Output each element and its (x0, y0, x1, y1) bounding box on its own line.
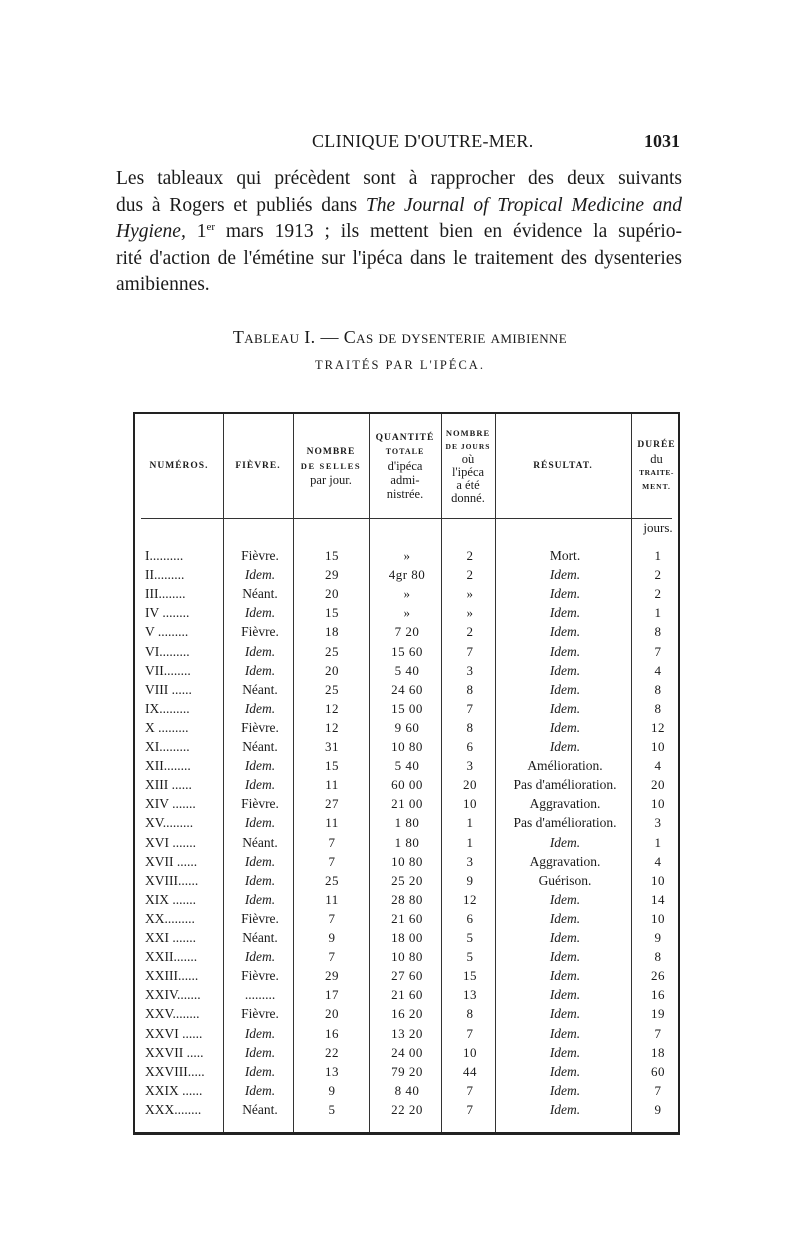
quantity-cell: 28 80 (391, 891, 423, 907)
fever-cell: Néant. (242, 739, 278, 754)
row-number: II......... (145, 567, 185, 583)
days-cell: 10 (463, 796, 477, 812)
fever-cell: Idem. (244, 1082, 276, 1098)
days-cell: 9 (466, 872, 474, 888)
stools-cell: 27 (325, 796, 339, 812)
fever-cell: Néant. (242, 834, 278, 850)
row-number: XIX ....... (145, 891, 196, 907)
stools-cell: 7 (328, 834, 336, 850)
days-cell: 8 (466, 681, 474, 697)
table-row (135, 701, 682, 720)
stools-cell: 5 (328, 1101, 336, 1117)
table-row (135, 815, 682, 834)
table-row (135, 739, 682, 758)
stools-cell: 7 (328, 949, 336, 965)
table-row (135, 892, 682, 911)
table-row (135, 835, 682, 854)
table-row (135, 949, 682, 968)
journal-title-end: Hygiene, (116, 221, 186, 242)
row-number: IX......... (145, 700, 190, 716)
table-row (135, 777, 682, 796)
table-row (135, 873, 682, 892)
row-number: XXIII...... (145, 968, 199, 984)
quantity-cell: 4gr 80 (388, 567, 426, 583)
duration-cell: 4 (654, 853, 662, 869)
table-row (135, 911, 682, 930)
quantity-cell: » (403, 548, 411, 563)
days-cell: 2 (466, 624, 474, 640)
fever-cell: Néant. (242, 681, 278, 697)
result-cell: Idem. (549, 1082, 581, 1098)
quantity-cell: 18 00 (391, 930, 423, 945)
duration-cell: 8 (654, 700, 662, 716)
days-cell: 12 (463, 891, 477, 907)
row-number: XXII....... (145, 949, 198, 965)
days-cell: 7 (466, 1082, 474, 1098)
fever-cell: Idem. (244, 1044, 276, 1060)
fever-cell: Fièvre. (241, 796, 279, 812)
days-cell: 1 (466, 815, 474, 831)
row-number: XIV ....... (145, 796, 196, 812)
quantity-cell: 7 20 (394, 624, 420, 640)
fever-cell: Néant. (242, 586, 278, 602)
intro-paragraph (116, 166, 682, 299)
result-cell: Guérison. (538, 872, 592, 888)
duration-cell: 19 (651, 1006, 665, 1022)
quantity-cell: 1 80 (394, 834, 420, 850)
stools-cell: 29 (325, 567, 339, 583)
quantity-cell: 60 00 (391, 777, 423, 793)
result-cell: Idem. (549, 1063, 581, 1079)
days-cell: 7 (466, 1101, 474, 1117)
quantity-cell: 15 00 (391, 700, 423, 716)
intro-line: Les tableaux qui précèdent sont à rapprocher des deux suivants (116, 168, 682, 189)
days-cell: 10 (463, 1044, 477, 1060)
days-cell: 1 (466, 834, 474, 850)
fever-cell: Idem. (244, 605, 276, 621)
result-cell: Pas d'amélioration. (513, 815, 617, 831)
days-cell: 3 (466, 662, 474, 678)
result-cell: Idem. (549, 681, 581, 697)
row-number: XV......... (145, 815, 194, 831)
days-cell: 5 (466, 949, 474, 965)
days-cell: 3 (466, 853, 474, 869)
duration-cell: 8 (654, 681, 662, 697)
result-cell: Aggravation. (529, 853, 601, 869)
row-number: XXX........ (145, 1101, 202, 1117)
quantity-cell: 27 60 (391, 968, 423, 984)
duration-cell: 1 (654, 605, 662, 621)
data-table (133, 412, 680, 1135)
days-cell: 7 (466, 1025, 474, 1041)
stools-cell: 31 (325, 739, 339, 754)
table-row (135, 1006, 682, 1025)
fever-cell: Idem. (244, 815, 276, 831)
duration-cell: 9 (654, 930, 662, 945)
result-cell: Amélioration. (527, 758, 603, 774)
result-cell: Idem. (549, 624, 581, 640)
duration-cell: 8 (654, 949, 662, 965)
stools-cell: 25 (325, 643, 339, 659)
duration-cell: 1 (654, 548, 662, 563)
row-number: XXV........ (145, 1006, 200, 1022)
fever-cell: Idem. (244, 1063, 276, 1079)
result-cell: Idem. (549, 949, 581, 965)
result-cell: Idem. (549, 700, 581, 716)
stools-cell: 22 (325, 1044, 339, 1060)
table-row (135, 1064, 682, 1083)
duration-cell: 14 (651, 891, 665, 907)
stools-cell: 11 (325, 777, 339, 793)
days-cell: 13 (463, 987, 477, 1003)
stools-cell: 7 (328, 910, 336, 926)
header-fievre: FIÈVRE. (235, 461, 281, 471)
result-cell: Idem. (549, 910, 581, 926)
quantity-cell: 22 20 (391, 1101, 423, 1117)
table-row (135, 586, 682, 605)
row-number: IV ........ (145, 605, 190, 621)
quantity-cell: 16 20 (391, 1006, 423, 1022)
journal-title: The Journal of Tropical Medicine and (365, 194, 683, 216)
table-row (135, 968, 682, 987)
days-cell: 6 (466, 739, 474, 754)
table-row (135, 567, 682, 586)
table-row (135, 1083, 682, 1102)
row-number: XXVIII..... (145, 1063, 205, 1079)
duration-cell: 60 (651, 1063, 665, 1079)
result-cell: Idem. (549, 1006, 581, 1022)
stools-cell: 16 (325, 1025, 339, 1041)
result-cell: Idem. (549, 968, 581, 984)
stools-cell: 25 (325, 681, 339, 697)
duree-unit: jours. (643, 520, 673, 535)
quantity-cell: 5 40 (394, 662, 420, 678)
fever-cell: Fièvre. (241, 910, 279, 926)
quantity-cell: 9 60 (394, 719, 420, 735)
fever-cell: Idem. (244, 1025, 276, 1041)
row-number: XXI ....... (145, 930, 196, 945)
row-number: XVIII...... (145, 872, 199, 888)
row-number: XXVII ..... (145, 1044, 204, 1060)
result-cell: Idem. (549, 1044, 581, 1060)
days-cell: 20 (463, 777, 477, 793)
header-selles: NOMBRE DE SELLES par jour. (300, 447, 362, 487)
days-cell: 2 (466, 548, 474, 563)
days-cell: 8 (466, 719, 474, 735)
result-cell: Idem. (549, 662, 581, 678)
fever-cell: Fièvre. (241, 719, 279, 735)
header-numeros: NUMÉROS. (149, 461, 209, 471)
fever-cell: Néant. (242, 1101, 278, 1117)
fever-cell: Idem. (244, 567, 276, 583)
stools-cell: 20 (325, 586, 339, 602)
fever-cell: Fièvre. (241, 968, 279, 984)
result-cell: Idem. (549, 891, 581, 907)
row-number: XX......... (145, 910, 195, 926)
days-cell: 44 (463, 1063, 477, 1079)
result-cell: Idem. (549, 605, 581, 621)
result-cell: Idem. (549, 1101, 581, 1117)
table-row (135, 796, 682, 815)
running-title: CLINIQUE D'OUTRE-MER. (312, 131, 534, 151)
stools-cell: 17 (325, 987, 339, 1003)
quantity-cell: 21 60 (391, 910, 423, 926)
quantity-cell: 21 00 (391, 796, 423, 812)
fever-cell: Idem. (244, 949, 276, 965)
row-number: V ......... (145, 624, 189, 640)
fever-cell: Fièvre. (241, 1006, 279, 1022)
quantity-cell: 1 80 (394, 815, 420, 831)
duration-cell: 7 (654, 643, 662, 659)
days-cell: 7 (466, 643, 474, 659)
stools-cell: 9 (328, 930, 336, 945)
table-row (135, 682, 682, 701)
result-cell: Idem. (549, 1025, 581, 1041)
header-duree: DURÉE du TRAITE- MENT. (637, 440, 676, 491)
result-cell: Idem. (549, 834, 581, 850)
quantity-cell: » (403, 605, 411, 621)
duration-cell: 20 (651, 777, 665, 793)
fever-cell: Idem. (244, 662, 276, 678)
intro-line: amibiennes. (116, 274, 210, 295)
fever-cell: Fièvre. (241, 624, 279, 640)
running-head (300, 131, 680, 155)
stools-cell: 11 (325, 815, 339, 831)
intro-line: dus à Rogers et publiés dans The Journal of Tropical Medicine and (116, 194, 683, 216)
days-cell: 6 (466, 910, 474, 926)
duration-cell: 10 (651, 739, 665, 754)
row-number: XXVI ...... (145, 1025, 203, 1041)
duration-cell: 1 (654, 834, 662, 850)
stools-cell: 13 (325, 1063, 339, 1079)
row-number: XXIV....... (145, 987, 201, 1003)
table-row (135, 1045, 682, 1064)
result-cell: Idem. (549, 930, 581, 945)
days-cell: 2 (466, 567, 474, 583)
quantity-cell: 15 60 (391, 643, 423, 659)
duration-cell: 2 (654, 567, 662, 583)
quantity-cell: 21 60 (391, 987, 423, 1003)
duration-cell: 3 (654, 815, 662, 831)
days-cell: » (466, 605, 474, 621)
duration-cell: 4 (654, 662, 662, 678)
days-cell: 15 (463, 968, 477, 984)
days-cell: 3 (466, 758, 474, 774)
quantity-cell: 5 40 (394, 758, 420, 774)
duration-cell: 10 (651, 872, 665, 888)
page-number: 1031 (644, 131, 680, 151)
duration-cell: 12 (651, 719, 665, 735)
stools-cell: 18 (325, 624, 339, 640)
stools-cell: 15 (325, 605, 339, 621)
result-cell: Aggravation. (529, 796, 601, 812)
days-cell: » (466, 586, 474, 602)
table-subtitle: TRAITÉS PAR L'IPÉCA. (315, 358, 485, 372)
duration-cell: 18 (651, 1044, 665, 1060)
header-resultat: RÉSULTAT. (533, 461, 593, 471)
fever-cell: Idem. (244, 853, 276, 869)
row-number: VII........ (145, 662, 191, 678)
result-cell: Idem. (549, 719, 581, 735)
quantity-cell: 10 80 (391, 739, 423, 754)
table-row (135, 1102, 682, 1121)
fever-cell: Idem. (244, 758, 276, 774)
table-row (135, 624, 682, 643)
duration-cell: 10 (651, 796, 665, 812)
result-cell: Idem. (549, 586, 581, 602)
stools-cell: 11 (325, 891, 339, 907)
table-row (135, 930, 682, 949)
table-row (135, 548, 682, 567)
intro-line: Hygiene, 1er mars 1913 ; ils mettent bien en évidence la supério- (116, 221, 683, 242)
quantity-cell: 10 80 (391, 853, 423, 869)
row-number: I.......... (145, 548, 184, 563)
header-jours: NOMBRE DE JOURS où l'ipéca a été donné. (445, 428, 491, 505)
table-row (135, 663, 682, 682)
table-row (135, 854, 682, 873)
stools-cell: 29 (325, 968, 339, 984)
quantity-cell: 13 20 (391, 1025, 423, 1041)
stools-cell: 20 (325, 1006, 339, 1022)
duration-cell: 9 (654, 1101, 662, 1117)
days-cell: 8 (466, 1006, 474, 1022)
intro-line: rité d'action de l'émétine sur l'ipéca dans le traitement des dysenteries (116, 247, 682, 269)
quantity-cell: 24 60 (391, 681, 423, 697)
quantity-cell: » (403, 586, 411, 602)
days-cell: 5 (466, 930, 474, 945)
row-number: X ......... (145, 719, 189, 735)
header-quantite: QUANTITÉ TOTALE d'ipéca admi- nistrée. (375, 433, 435, 501)
duration-cell: 26 (651, 968, 665, 984)
table-row (135, 720, 682, 739)
fever-cell: ......... (244, 987, 276, 1003)
row-number: XXIX ...... (145, 1082, 203, 1098)
duration-cell: 2 (654, 586, 662, 602)
stools-cell: 20 (325, 662, 339, 678)
fever-cell: Idem. (244, 643, 276, 659)
duration-cell: 8 (654, 624, 662, 640)
stools-cell: 12 (325, 719, 339, 735)
fever-cell: Idem. (244, 700, 276, 716)
stools-cell: 12 (325, 700, 339, 716)
table-title: Tableau I. — Cas de dysenterie amibienne (232, 327, 568, 347)
result-cell: Idem. (549, 987, 581, 1003)
quantity-cell: 24 00 (391, 1044, 423, 1060)
stools-cell: 9 (328, 1082, 336, 1098)
result-cell: Mort. (549, 548, 581, 563)
row-number: VI......... (145, 643, 190, 659)
row-number: XVII ...... (145, 853, 198, 869)
duration-cell: 4 (654, 758, 662, 774)
row-number: XII........ (145, 758, 191, 774)
stools-cell: 15 (325, 758, 339, 774)
table-row (135, 605, 682, 624)
quantity-cell: 79 20 (391, 1063, 423, 1079)
fever-cell: Idem. (244, 872, 276, 888)
result-cell: Pas d'amélioration. (513, 777, 617, 793)
result-cell: Idem. (549, 739, 581, 754)
duration-cell: 7 (654, 1025, 662, 1041)
table-row (135, 758, 682, 777)
row-number: VIII ...... (145, 681, 192, 697)
row-number: III........ (145, 586, 186, 602)
fever-cell: Néant. (242, 930, 278, 945)
fever-cell: Idem. (244, 891, 276, 907)
result-cell: Idem. (549, 643, 581, 659)
quantity-cell: 25 20 (391, 872, 423, 888)
quantity-cell: 8 40 (394, 1082, 420, 1098)
row-number: XI......... (145, 739, 190, 754)
stools-cell: 7 (328, 853, 336, 869)
fever-cell: Idem. (244, 777, 276, 793)
duration-cell: 7 (654, 1082, 662, 1098)
table-row (135, 1026, 682, 1045)
days-cell: 7 (466, 700, 474, 716)
quantity-cell: 10 80 (391, 949, 423, 965)
table-row (135, 987, 682, 1006)
stools-cell: 15 (325, 548, 339, 563)
header-divider (141, 518, 672, 519)
stools-cell: 25 (325, 872, 339, 888)
fever-cell: Fièvre. (241, 548, 279, 563)
result-cell: Idem. (549, 567, 581, 583)
row-number: XVI ....... (145, 834, 196, 850)
duration-cell: 16 (651, 987, 665, 1003)
duration-cell: 10 (651, 910, 665, 926)
row-number: XIII ...... (145, 777, 192, 793)
table-row (135, 644, 682, 663)
